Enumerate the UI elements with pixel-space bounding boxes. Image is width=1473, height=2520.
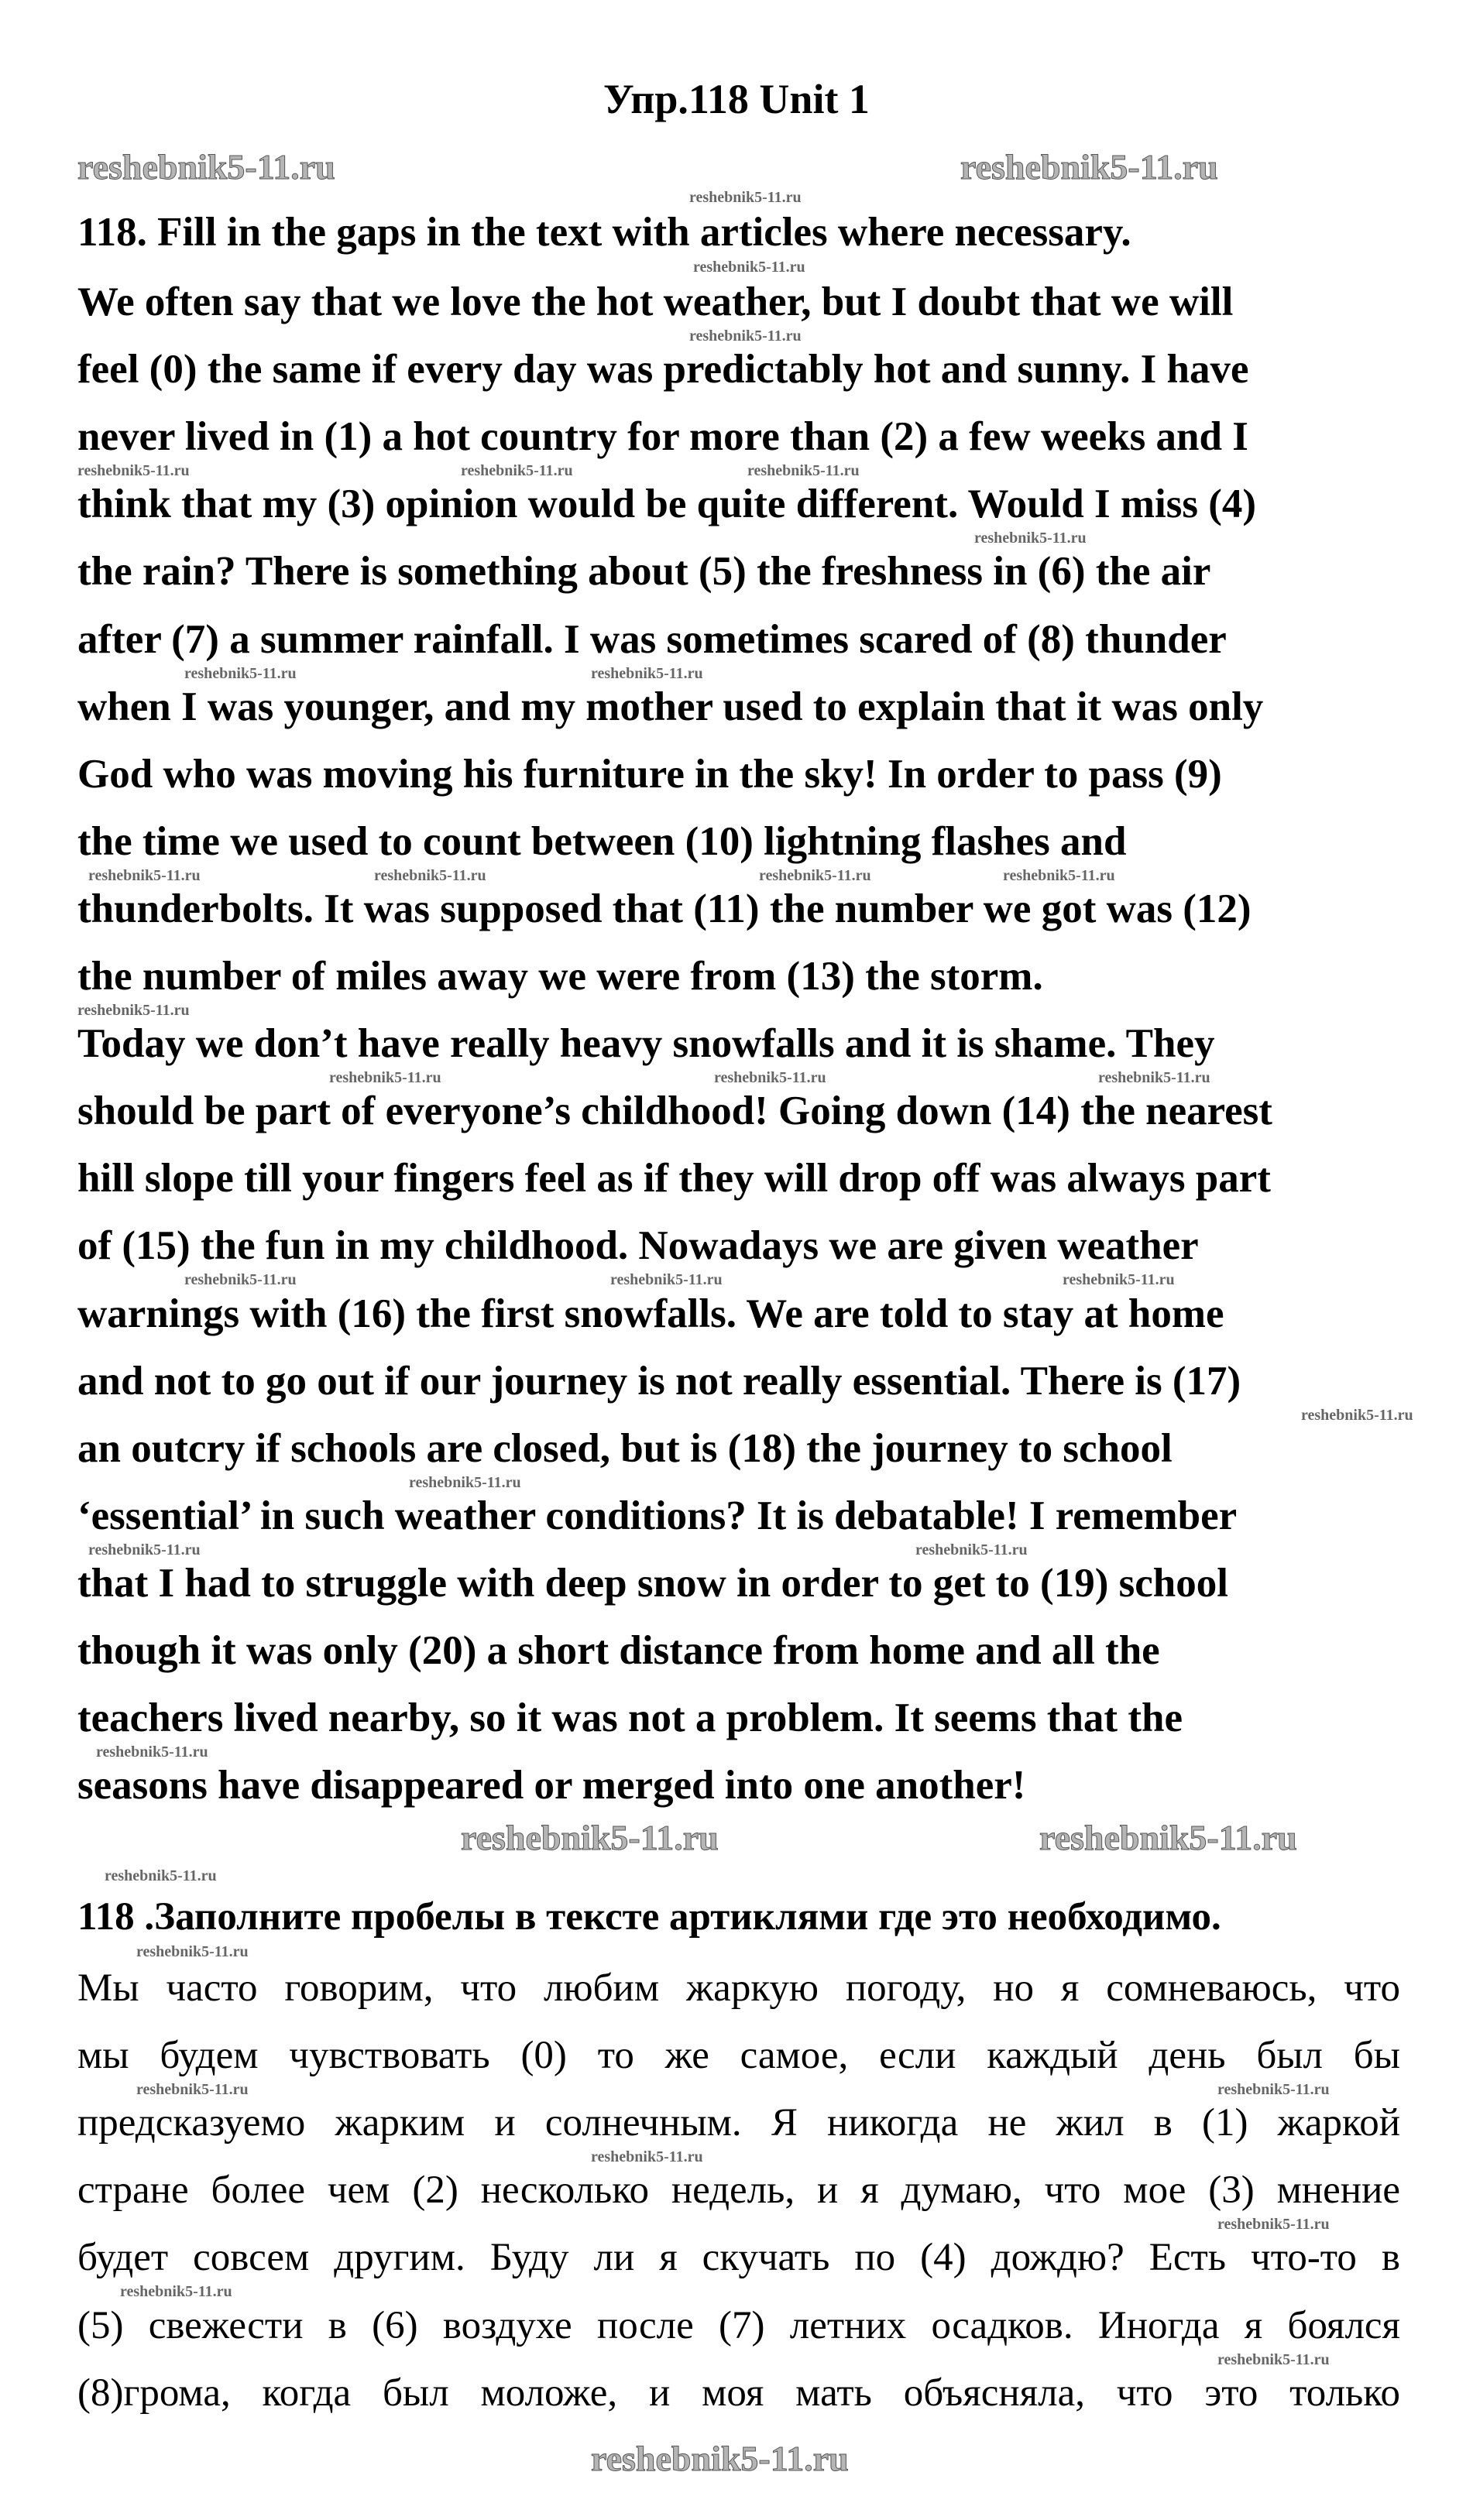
english-text-line: and not to go out if our journey is not really essential. There is (17) [77, 1358, 1241, 1404]
english-text-line: never lived in (1) a hot country for more than (2) a few weeks and I [77, 414, 1248, 460]
english-text-line: of (15) the fun in my childhood. Nowadays we are given weather [77, 1223, 1199, 1269]
watermark: reshebnik5-11.ru [105, 1867, 217, 1884]
watermark: reshebnik5-11.ru [1217, 2216, 1330, 2233]
watermark: reshebnik5-11.ru [184, 1271, 297, 1288]
russian-text-line: стране более чем (2) несколько недель, и я думаю, что мое (3) мнение [77, 2169, 1400, 2213]
watermark: reshebnik5-11.ru [1301, 1407, 1413, 1424]
watermark: reshebnik5-11.ru [974, 530, 1087, 547]
english-instruction: 118. Fill in the gaps in the text with articles where necessary. [77, 210, 1131, 255]
watermark: reshebnik5-11.ru [1217, 2081, 1330, 2098]
watermark: reshebnik5-11.ru [915, 1541, 1028, 1558]
watermark: reshebnik5-11.ru [689, 327, 802, 345]
watermark: reshebnik5-11.ru [591, 2148, 703, 2165]
watermark: reshebnik5-11.ru [374, 867, 486, 884]
watermark: reshebnik5-11.ru [461, 462, 573, 479]
english-text-line: after (7) a summer rainfall. I was sometimes scared of (8) thunder [77, 616, 1227, 662]
english-text-line: should be part of everyone’s childhood! Going down (14) the nearest [77, 1089, 1272, 1134]
watermark: reshebnik5-11.ru [120, 2283, 232, 2300]
english-text-line: ‘essential’ in such weather conditions? It is debatable! I remember [77, 1493, 1238, 1538]
watermark: reshebnik5-11.ru [77, 147, 335, 187]
watermark: reshebnik5-11.ru [1003, 867, 1115, 884]
watermark: reshebnik5-11.ru [409, 1474, 521, 1491]
russian-text-line: (8)грома, когда был моложе, и моя мать объясняла, что это только [77, 2371, 1400, 2415]
english-text-line: though it was only (20) a short distance from home and all the [77, 1628, 1160, 1673]
watermark: reshebnik5-11.ru [461, 1818, 719, 1857]
watermark: reshebnik5-11.ru [591, 665, 703, 682]
english-text-line: We often say that we love the hot weather, but I doubt that we will [77, 279, 1234, 324]
english-text-line: the time we used to count between (10) lightning flashes and [77, 818, 1127, 864]
english-text-line: God who was moving his furniture in the sky! In order to pass (9) [77, 751, 1222, 797]
watermark: reshebnik5-11.ru [77, 462, 190, 479]
watermark: reshebnik5-11.ru [184, 665, 297, 682]
watermark: reshebnik5-11.ru [610, 1271, 723, 1288]
page-title: Упр.118 Unit 1 [603, 76, 870, 122]
watermark: reshebnik5-11.ru [77, 1002, 190, 1019]
russian-text-line: предсказуемо жарким и солнечным. Я никогда не жил в (1) жаркой [77, 2101, 1400, 2145]
russian-text-line: Мы часто говорим, что любим жаркую погоду, но я сомневаюсь, что [77, 1966, 1400, 2010]
english-text-line: teachers lived nearby, so it was not a problem. It seems that the [77, 1695, 1183, 1741]
watermark: reshebnik5-11.ru [1039, 1818, 1297, 1857]
english-text-line: hill slope till your fingers feel as if they will drop off was always part [77, 1156, 1271, 1202]
watermark: reshebnik5-11.ru [689, 189, 802, 206]
english-text-line: the number of miles away we were from (13) the storm. [77, 954, 1043, 999]
watermark: reshebnik5-11.ru [747, 462, 860, 479]
watermark: reshebnik5-11.ru [329, 1069, 441, 1086]
watermark: reshebnik5-11.ru [591, 2439, 849, 2478]
watermark: reshebnik5-11.ru [88, 867, 201, 884]
watermark: reshebnik5-11.ru [136, 1943, 249, 1960]
english-text-line: an outcry if schools are closed, but is (18) the journey to school [77, 1425, 1173, 1471]
watermark: reshebnik5-11.ru [693, 259, 805, 276]
watermark: reshebnik5-11.ru [1098, 1069, 1210, 1086]
russian-text-line: (5) свежести в (6) воздухе после (7) летних осадков. Иногда я боялся [77, 2303, 1400, 2347]
russian-text-line: будет совсем другим. Буду ли я скучать по (4) дождю? Есть что-то в [77, 2236, 1400, 2280]
watermark: reshebnik5-11.ru [136, 2081, 249, 2098]
english-text-line: that I had to struggle with deep snow in order to get to (19) school [77, 1560, 1228, 1606]
english-text-line: feel (0) the same if every day was predictably hot and sunny. I have [77, 347, 1249, 393]
english-text-line: think that my (3) opinion would be quite different. Would I miss (4) [77, 482, 1257, 527]
watermark: reshebnik5-11.ru [960, 147, 1218, 187]
english-text-line: Today we don’t have really heavy snowfalls and it is shame. They [77, 1021, 1215, 1067]
watermark: reshebnik5-11.ru [96, 1743, 208, 1761]
english-text-line: thunderbolts. It was supposed that (11) the number we got was (12) [77, 886, 1252, 931]
english-text-line: when I was younger, and my mother used to explain that it was only [77, 684, 1264, 729]
english-text-line: warnings with (16) the first snowfalls. We are told to stay at home [77, 1291, 1224, 1336]
english-text-line: seasons have disappeared or merged into one another! [77, 1763, 1026, 1809]
russian-text-line: мы будем чувствовать (0) то же самое, если каждый день был бы [77, 2034, 1400, 2078]
watermark: reshebnik5-11.ru [759, 867, 871, 884]
watermark: reshebnik5-11.ru [1217, 2351, 1330, 2368]
watermark: reshebnik5-11.ru [714, 1069, 826, 1086]
watermark: reshebnik5-11.ru [1063, 1271, 1175, 1288]
watermark: reshebnik5-11.ru [88, 1541, 201, 1558]
english-text-line: the rain? There is something about (5) the freshness in (6) the air [77, 549, 1211, 595]
russian-instruction: 118 .Заполните пробелы в тексте артиклями где это необходимо. [77, 1895, 1221, 1939]
